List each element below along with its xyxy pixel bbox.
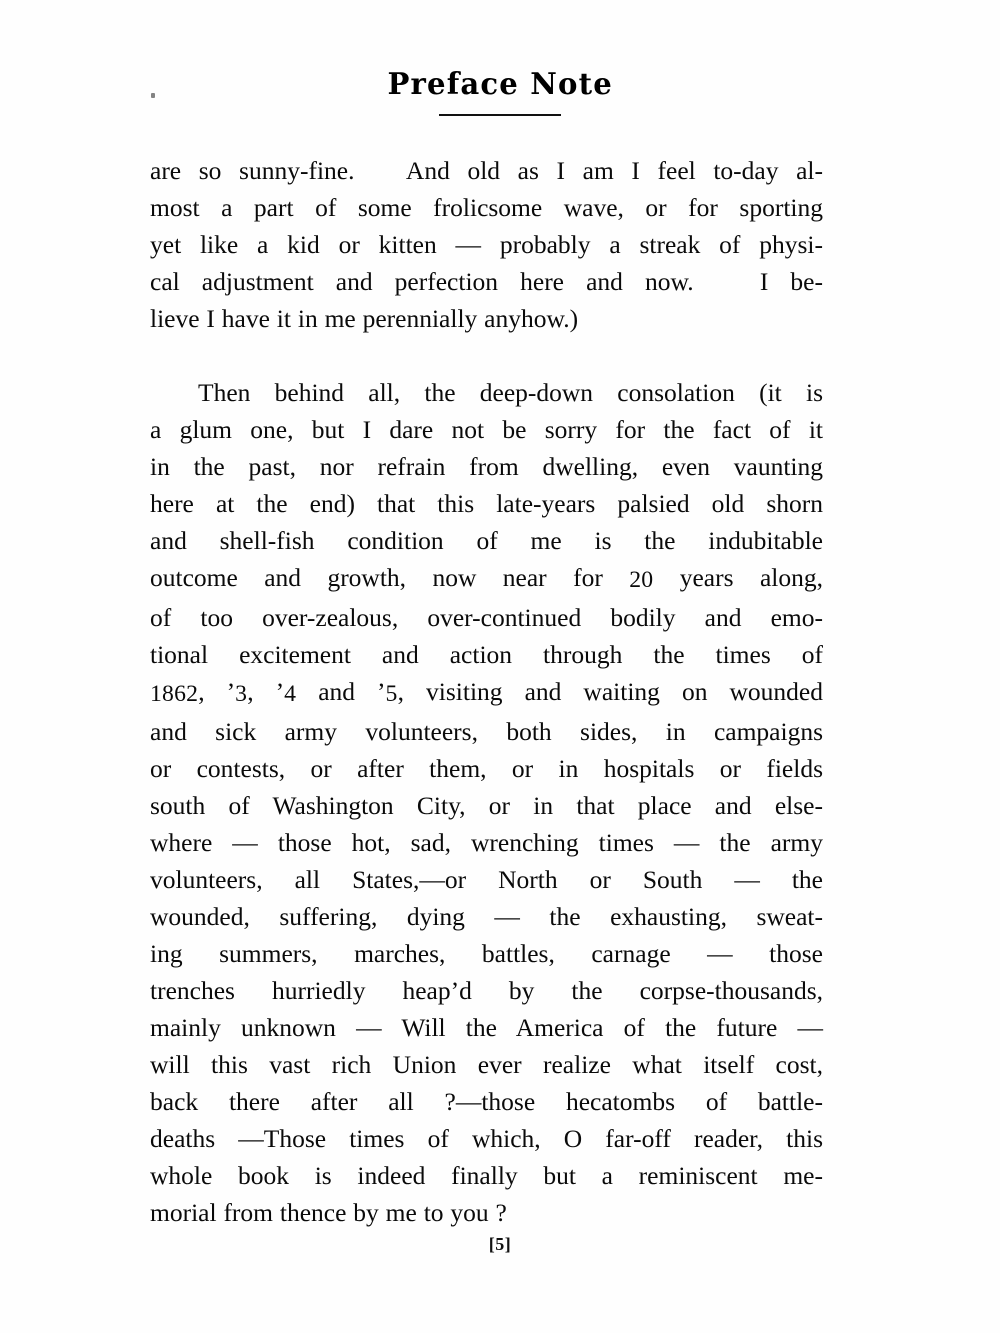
text-line: will this vast rich Union ever realize what itself cost, [150,1049,823,1079]
text-line: in the past, nor refrain from dwelling, even vaunting [150,452,823,481]
text-line: 1862, ’3, ’4 and ’5, visiting and waiting on wounded [150,676,823,707]
text-line: trenches hurriedly heap’d by the corpse-thousands, [150,975,823,1005]
text-line: tional excitement and action through the times of [150,639,823,669]
text-line: volunteers, all States,—or North or South — the [150,864,823,894]
title-divider-rule [439,114,561,116]
paragraph-2 [150,374,823,1231]
text-line: of too over-zealous, over-continued bodily and emo- [150,602,823,632]
text-line: back there after all ?—those hecatombs of battle- [150,1086,823,1116]
text-line: outcome and growth, now near for 20 years along, [150,563,823,593]
running-head [0,67,1000,116]
text-line: south of Washington City, or in that place and else- [150,790,823,820]
text-line: a glum one, but I dare not be sorry for the fact of it [150,415,823,444]
text-line: deaths —Those times of which, O far-off reader, this [150,1123,823,1153]
text-line: cal adjustment and perfection here and now. I be- [150,267,823,296]
text-line: most a part of some frolicsome wave, or for sporting [150,193,823,222]
text-line: where — those hot, sad, wrenching times — the army [150,827,823,857]
text-line: are so sunny-fine. And old as I am I feel to-day al- [150,156,823,185]
text-line: and sick army volunteers, both sides, in campaigns [150,716,823,746]
page-title: Preface Note [387,67,613,102]
text-line: lieve I have it in me perennially anyhow.) [150,304,579,333]
page-number: [5] [488,1234,512,1254]
text-line: Then behind all, the deep-down consolation (it is [198,378,823,407]
text-line: or contests, or after them, or in hospitals or fields [150,753,823,783]
text-line: mainly unknown — Will the America of the future — [150,1012,823,1042]
text-line: morial from thence by me to you ? [150,1197,507,1227]
text-line: ing summers, marches, battles, carnage — those [150,938,823,968]
text-line: and shell-fish condition of me is the indubitable [150,526,823,555]
text-line: yet like a kid or kitten — probably a streak of physi- [150,230,823,259]
body-text-block [150,152,823,1231]
text-line: here at the end) that this late-years palsied old shorn [150,489,823,518]
paragraph-1 [150,152,823,337]
text-line: wounded, suffering, dying — the exhausting, sweat- [150,901,823,931]
text-line: whole book is indeed finally but a reminiscent me- [150,1160,823,1190]
